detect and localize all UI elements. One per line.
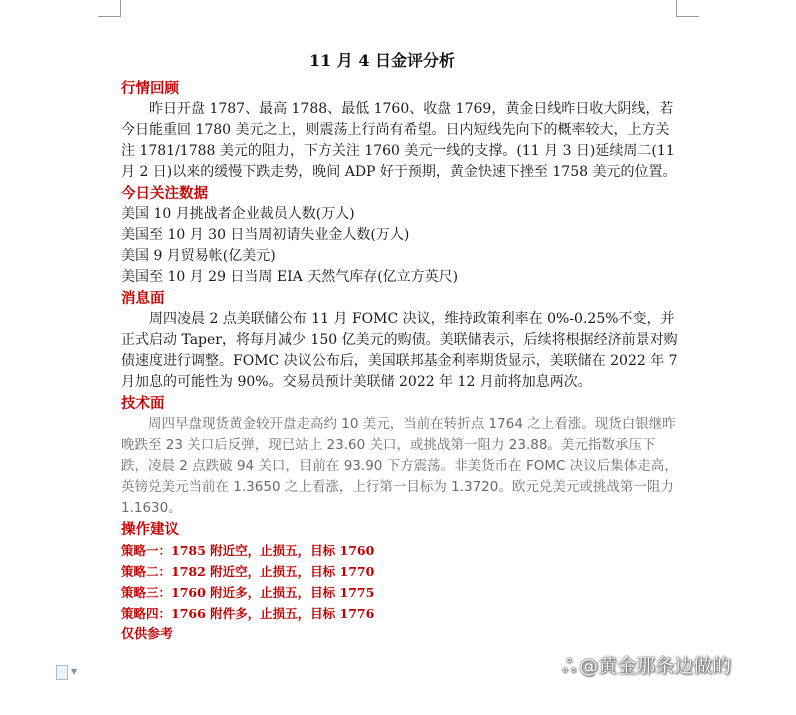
section-heading-news: 消息面 (121, 290, 165, 307)
strategy-item: 策略三：1760 附近多，止损五，目标 1775 (121, 585, 375, 600)
news-paragraph: 周四凌晨 2 点美联储公布 11 月 FOMC 决议，维持政策利率在 0%-0.25%不变，并正式启动 Taper，将每月减少 150 亿美元的购债。美联储表示，后续将根据经济前景对购债速度进行调整。FOMC 决议公布后，美国联邦基金利率期货显示，美联储在 2022 年 7 月加息的可能性为 90%。交易员预计美联储 2022 年 12 月前将加息两次。 (121, 311, 678, 390)
strategy-item: 策略一：1785 附近空，止损五，目标 1760 (121, 543, 375, 558)
watermark (562, 651, 731, 679)
crop-mark-top-right (676, 0, 699, 17)
data-item: 美国至 10 月 29 日当周 EIA 天然气库存(亿立方英尺) (121, 269, 459, 285)
section-heading-technical: 技术面 (121, 395, 165, 412)
document-body (121, 78, 681, 645)
disclaimer-note: 仅供参考 (121, 627, 174, 642)
document-icon[interactable] (56, 664, 86, 680)
review-paragraph: 昨日开盘 1787、最高 1788、最低 1760、收盘 1769，黄金日线昨日收大阴线，若今日能重回 1780 美元之上，则震荡上行尚有希望。日内短线先向下的概率较大，上方关注 1781/1788 美元的阻力，下方关注 1760 美元一线的支撑。(11 月 3 日)延续周二(11 月 2 日)以来的缓慢下跌走势，晚间 ADP 好于预期，黄金快速下挫至 1758 美元的位置。 (121, 101, 677, 180)
document-sheet-icon (56, 665, 68, 680)
technical-paragraph: 周四早盘现货黄金较开盘走高约 10 美元，当前在转折点 1764 之上看涨。现货白银继昨晚跌至 23 关口后反弹，现已站上 23.60 关口，或挑战第一阻力 23.88。美元指数承压下跌，凌晨 2 点跌破 94 关口，目前在 93.90 下方震荡。非美货币在 FOMC 决议后集体走高，英镑兑美元当前在 1.3650 之上看涨，上行第一目标为 1.3720。欧元兑美元或挑战第一阻力 1.1630。 (121, 416, 678, 516)
watermark-text: @黄金那条边做的 (579, 655, 732, 677)
section-heading-review: 行情回顾 (121, 80, 179, 97)
crop-mark-top-left (98, 0, 121, 17)
data-item: 美国 10 月挑战者企业裁员人数(万人) (121, 206, 355, 222)
data-item: 美国至 10 月 30 日当周初请失业金人数(万人) (121, 227, 410, 243)
watermark-logo-icon: ஃ (562, 656, 577, 677)
section-heading-data-focus: 今日关注数据 (121, 185, 208, 202)
data-item: 美国 9 月贸易帐(亿美元) (121, 248, 276, 264)
strategy-item: 策略四：1766 附件多，止损五，目标 1776 (121, 606, 375, 621)
strategy-item: 策略二：1782 附近空，止损五，目标 1770 (121, 564, 375, 579)
dropdown-arrow-icon: ▼ (71, 667, 78, 676)
section-heading-advice: 操作建议 (121, 521, 179, 538)
document-title: 11 月 4 日金评分析 (308, 51, 456, 70)
